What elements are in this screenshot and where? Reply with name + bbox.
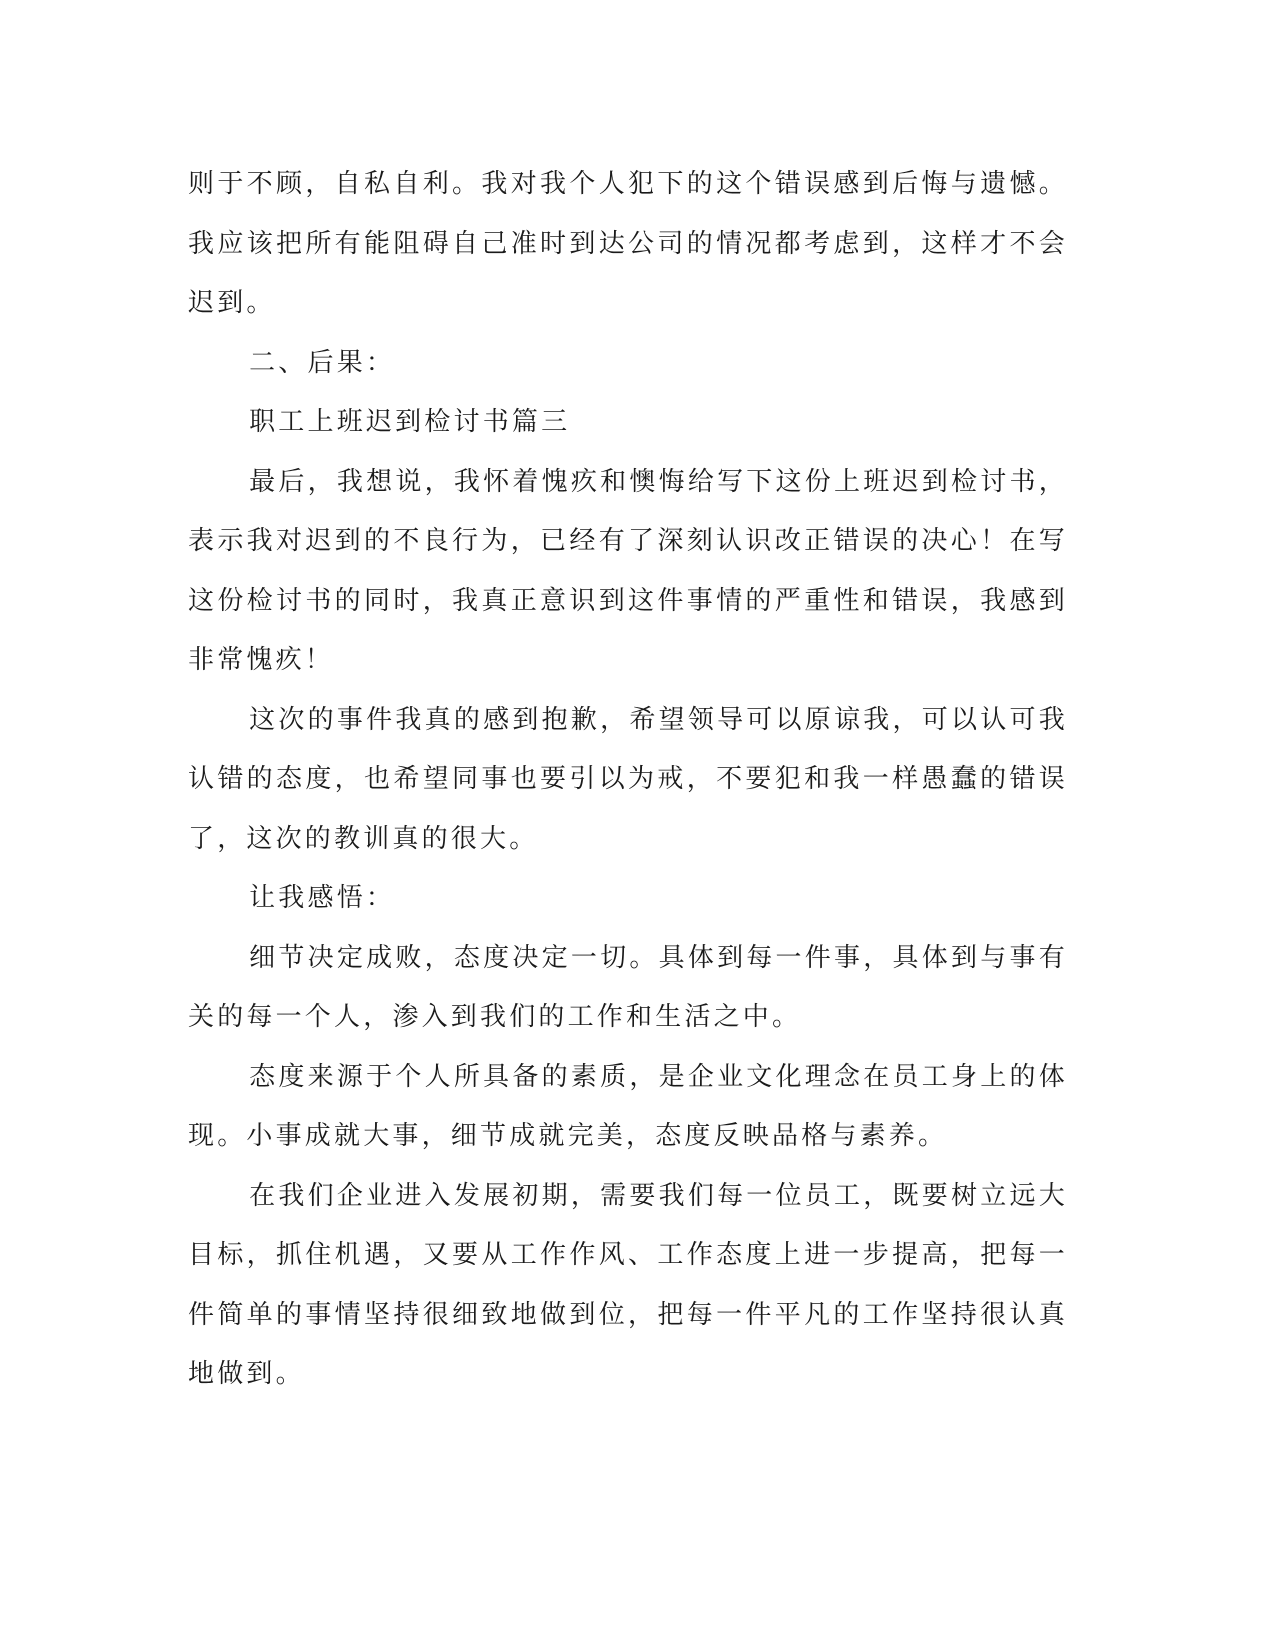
document-body — [188, 155, 1068, 1405]
section-title: 职工上班迟到检讨书篇三 — [249, 407, 571, 437]
section-heading-insights: 让我感悟： — [249, 883, 396, 913]
paragraph-continuation: 则于不顾，自私自利。我对我个人犯下的这个错误感到后悔与遗憾。我应该把所有能阻碍自己准时到达公司的情况都考虑到，这样才不会迟到。 — [188, 169, 1068, 318]
paragraph: 这次的事件我真的感到抱歉，希望领导可以原谅我，可以认可我认错的态度，也希望同事也要引以为戒，不要犯和我一样愚蠢的错误了，这次的教训真的很大。 — [188, 704, 1068, 854]
paragraph: 最后，我想说，我怀着愧疚和懊悔给写下这份上班迟到检讨书，表示我对迟到的不良行为，已经有了深刻认识改正错误的决心！在写这份检讨书的同时，我真正意识到这件事情的严重性和错误，我感到非常愧疚！ — [188, 466, 1068, 675]
paragraph: 细节决定成败，态度决定一切。具体到每一件事，具体到与事有关的每一个人，渗入到我们的工作和生活之中。 — [188, 942, 1068, 1032]
paragraph: 态度来源于个人所具备的素质，是企业文化理念在员工身上的体现。小事成就大事，细节成就完美，态度反映品格与素养。 — [188, 1061, 1068, 1151]
paragraph: 在我们企业进入发展初期，需要我们每一位员工，既要树立远大目标，抓住机遇，又要从工作作风、工作态度上进一步提高，把每一件简单的事情坚持很细致地做到位，把每一件平凡的工作坚持很认真地做到。 — [188, 1180, 1068, 1389]
section-heading-consequences: 二、后果： — [249, 347, 396, 378]
